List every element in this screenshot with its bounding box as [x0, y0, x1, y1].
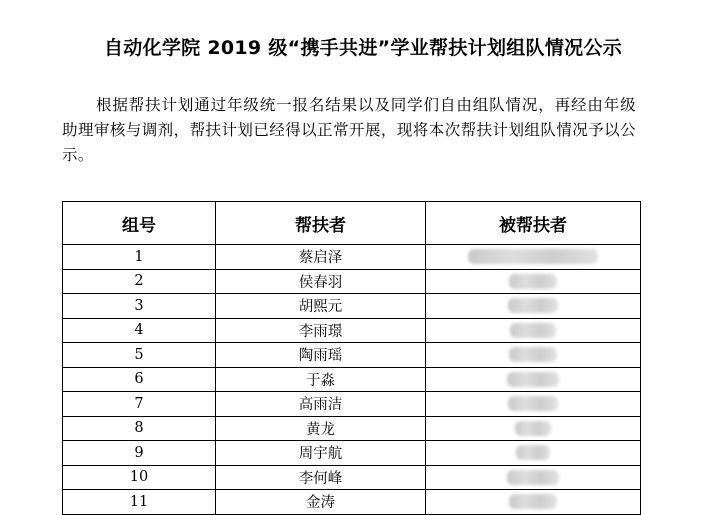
group-number-cell: 8 [63, 416, 216, 441]
table-row [63, 367, 641, 392]
helped-name-cell [426, 416, 641, 441]
table-row [63, 343, 641, 368]
helped-name-cell [426, 318, 641, 343]
redacted-name [509, 274, 557, 289]
redacted-name [510, 323, 556, 338]
group-number-cell: 7 [63, 392, 216, 417]
intro-paragraph: 根据帮扶计划通过年级统一报名结果以及同学们自由组队情况，再经由年级助理审核与调剂，帮扶计划已经得以正常开展，现将本次帮扶计划组队情况予以公示。 [62, 96, 636, 164]
redacted-name [515, 421, 551, 436]
redacted-name [508, 298, 558, 313]
table-row [63, 465, 641, 490]
header-helped: 被帮扶者 [426, 202, 641, 245]
helped-name-cell [426, 392, 641, 417]
helper-name-cell: 胡熙元 [216, 294, 426, 319]
redacted-name [468, 249, 598, 264]
helped-name-cell [426, 269, 641, 294]
header-helper: 帮扶者 [216, 202, 426, 245]
group-number-cell: 1 [63, 245, 216, 270]
helper-name-cell: 高雨洁 [216, 392, 426, 417]
group-number-cell: 11 [63, 490, 216, 515]
redacted-name [507, 372, 559, 387]
helped-name-cell [426, 294, 641, 319]
table-row [63, 294, 641, 319]
group-number-cell: 2 [63, 269, 216, 294]
helper-name-cell: 于淼 [216, 367, 426, 392]
helped-name-cell [426, 465, 641, 490]
helped-name-cell [426, 490, 641, 515]
redacted-name [507, 470, 559, 485]
table-row [63, 318, 641, 343]
helped-name-cell [426, 367, 641, 392]
table-row [63, 269, 641, 294]
group-number-cell: 9 [63, 441, 216, 466]
header-group-number: 组号 [63, 202, 216, 245]
helper-name-cell: 黄龙 [216, 416, 426, 441]
redacted-name [508, 396, 558, 411]
group-number-cell: 10 [63, 465, 216, 490]
table-row [63, 392, 641, 417]
table-row [63, 416, 641, 441]
helper-name-cell: 李何峰 [216, 465, 426, 490]
helper-name-cell: 蔡启泽 [216, 245, 426, 270]
helped-name-cell [426, 343, 641, 368]
group-number-cell: 6 [63, 367, 216, 392]
grouping-table [62, 201, 641, 515]
group-number-cell: 5 [63, 343, 216, 368]
redacted-name [509, 347, 557, 362]
redacted-name [516, 445, 550, 460]
table-row [63, 441, 641, 466]
group-number-cell: 4 [63, 318, 216, 343]
helper-name-cell: 陶雨瑶 [216, 343, 426, 368]
table-row [63, 490, 641, 515]
helped-name-cell [426, 441, 641, 466]
helper-name-cell: 周宇航 [216, 441, 426, 466]
helper-name-cell: 侯春羽 [216, 269, 426, 294]
helped-name-cell [426, 245, 641, 270]
table-header-row [63, 202, 641, 245]
helper-name-cell: 金涛 [216, 490, 426, 515]
table-row [63, 245, 641, 270]
redacted-name [509, 494, 557, 509]
group-number-cell: 3 [63, 294, 216, 319]
helper-name-cell: 李雨璟 [216, 318, 426, 343]
document-title: 自动化学院 2019 级“携手共进”学业帮扶计划组队情况公示 [103, 37, 623, 59]
